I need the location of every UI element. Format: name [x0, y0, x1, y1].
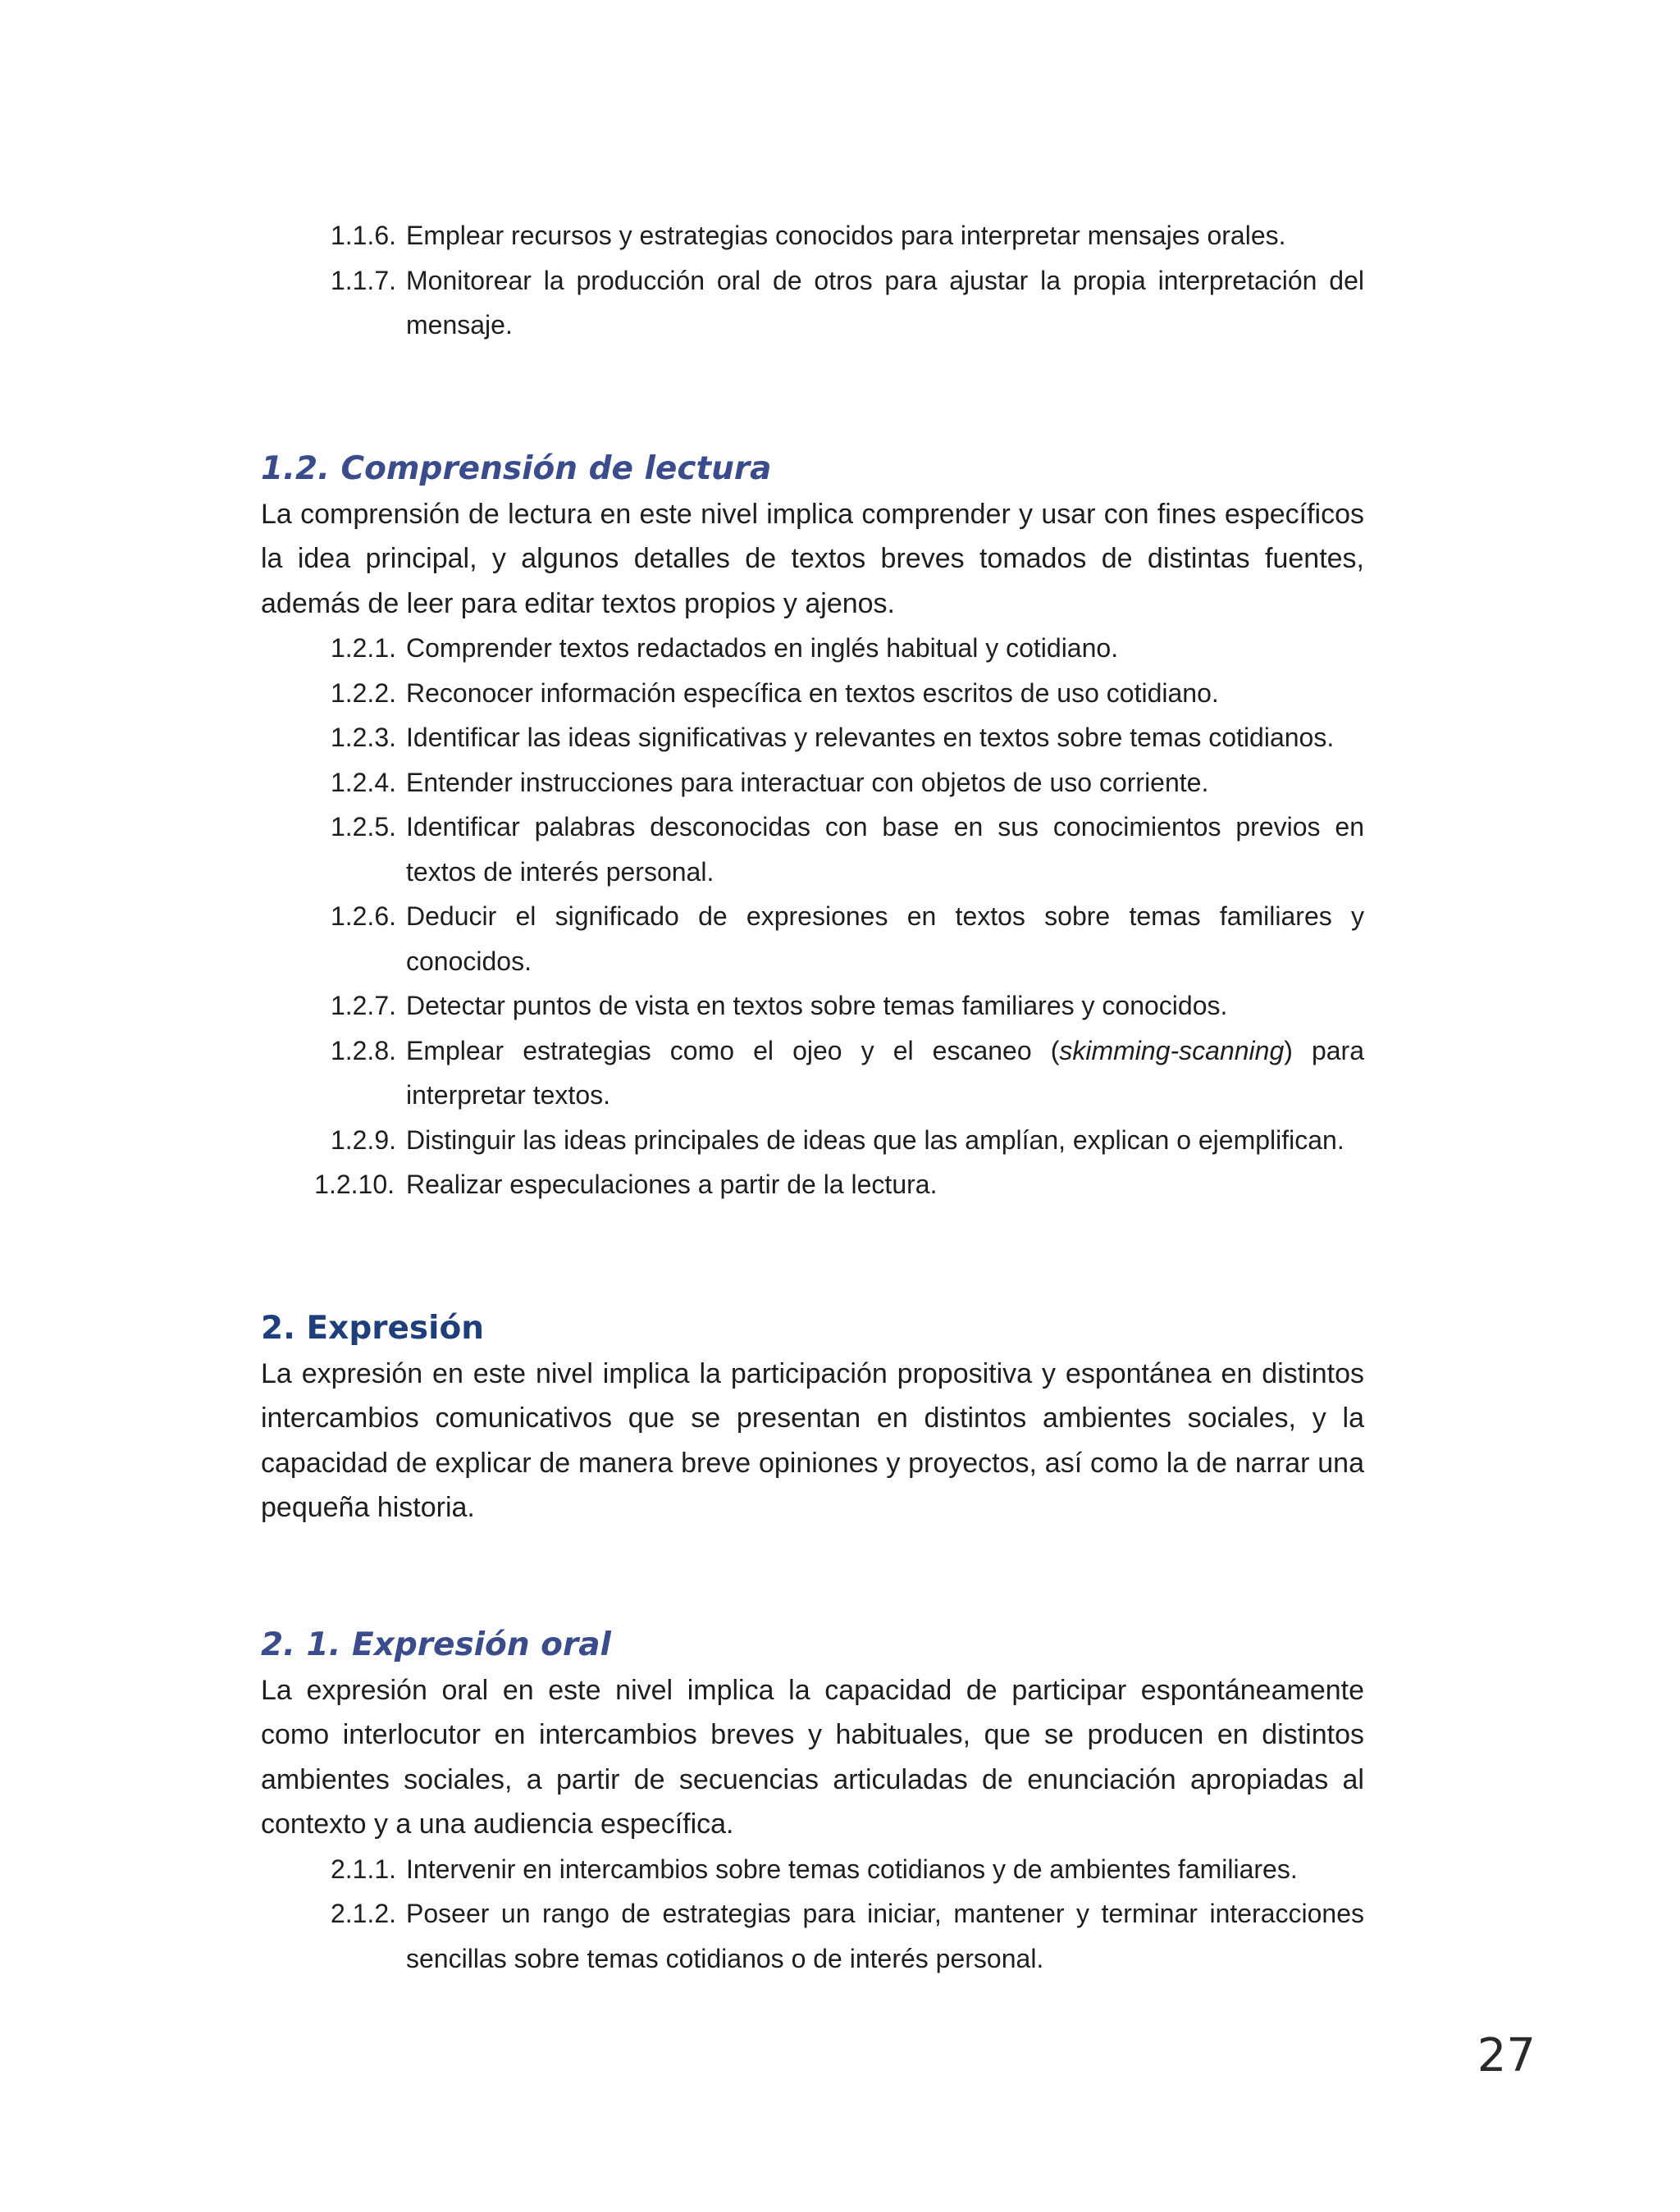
item-number: 2.1.2. [330, 1899, 396, 1928]
item-text: Deducir el significado de expresiones en textos sobre temas familiares y conocidos. [406, 901, 1364, 976]
section-heading-expresion-oral: 2. 1. Expresión oral [261, 1626, 611, 1663]
list-item [261, 715, 1364, 760]
item-text-italic: skimming-scanning [1059, 1035, 1285, 1065]
item-number: 1.2.4. [330, 767, 396, 797]
section-paragraph: La comprensión de lectura en este nivel implica comprender y usar con fines específicos la idea principal, y algunos detalles de textos breves tomados de distintas fuentes, además de leer para editar textos propios y ajenos. [261, 498, 1364, 619]
list-1-2 [261, 626, 1364, 1207]
item-number: 2.1.1. [330, 1854, 396, 1884]
item-text: Emplear recursos y estrategias conocidos para interpretar mensajes orales. [406, 221, 1286, 250]
list-item [261, 1162, 1364, 1207]
item-text: Poseer un rango de estrategias para iniciar, mantener y terminar interacciones sencillas sobre temas cotidianos o de interés personal. [406, 1899, 1364, 1973]
spacer [261, 348, 1364, 446]
item-text: Monitorear la producción oral de otros para ajustar la propia interpretación del mensaje. [406, 265, 1364, 340]
item-number: 1.2.1. [330, 633, 396, 663]
item-number: 1.2.8. [330, 1035, 396, 1065]
item-number: 1.1.7. [330, 265, 396, 295]
page-content [261, 213, 1364, 1981]
list-item [261, 1891, 1364, 1981]
spacer [261, 1530, 1364, 1622]
item-text: Detectar puntos de vista en textos sobre temas familiares y conocidos. [406, 991, 1228, 1020]
item-text: Realizar especulaciones a partir de la lectura. [406, 1170, 938, 1199]
item-number: 1.2.7. [330, 991, 396, 1020]
list-item [261, 213, 1364, 258]
list-item [261, 1118, 1364, 1163]
item-text: Comprender textos redactados en inglés habitual y cotidiano. [406, 633, 1119, 663]
list-item [261, 894, 1364, 983]
list-item [261, 805, 1364, 894]
section-paragraph: La expresión oral en este nivel implica la capacidad de participar espontáneamente como interlocutor en intercambios breves y habituales, que se producen en distintos ambientes sociales, a partir de secuencias articuladas de enunciación apropiadas al contexto y a una audiencia específica. [261, 1674, 1364, 1840]
item-number: 1.2.2. [330, 677, 396, 708]
section-paragraph: La expresión en este nivel implica la participación propositiva y espontánea en distintos intercambios comunicativos que se presentan en distintos ambientes sociales, y la capacidad de explicar de manera breve opiniones y proyectos, así como la de narrar una pequeña historia. [261, 1357, 1364, 1523]
item-number: 1.1.6. [330, 221, 396, 250]
spacer [261, 1207, 1364, 1306]
page-number: 27 [1477, 2029, 1536, 2082]
item-text: Reconocer información específica en textos escritos de uso cotidiano. [406, 677, 1219, 708]
list-item [261, 760, 1364, 805]
section-heading-expresion: 2. Expresión [261, 1309, 485, 1347]
list-item [261, 671, 1364, 716]
list-1-1 [261, 213, 1364, 348]
list-item [261, 1028, 1364, 1118]
list-2-1 [261, 1847, 1364, 1982]
item-text-after: ) para interpretar textos. [406, 1035, 1365, 1110]
item-text: Distinguir las ideas principales de ideas que las amplían, explican o ejemplifican. [406, 1124, 1344, 1155]
item-number: 1.2.10. [314, 1170, 395, 1199]
item-number: 1.2.9. [330, 1124, 396, 1155]
item-text: Identificar las ideas significativas y relevantes en textos sobre temas cotidianos. [406, 723, 1335, 752]
item-text: Identificar palabras desconocidas con base en sus conocimientos previos en textos de interés personal. [406, 812, 1364, 887]
list-item [261, 983, 1364, 1028]
item-number: 1.2.5. [330, 812, 396, 841]
item-text-before: Emplear estrategias como el ojeo y el escaneo ( [406, 1035, 1060, 1065]
item-number: 1.2.6. [330, 901, 396, 931]
item-number: 1.2.3. [330, 723, 396, 752]
item-text [406, 1028, 1364, 1118]
item-text: Entender instrucciones para interactuar con objetos de uso corriente. [406, 767, 1209, 797]
list-item [261, 626, 1364, 671]
item-text: Intervenir en intercambios sobre temas cotidianos y de ambientes familiares. [406, 1854, 1298, 1884]
list-item [261, 1847, 1364, 1892]
list-item [261, 258, 1364, 348]
section-heading-comprension-lectura: 1.2. Comprensión de lectura [261, 449, 772, 487]
